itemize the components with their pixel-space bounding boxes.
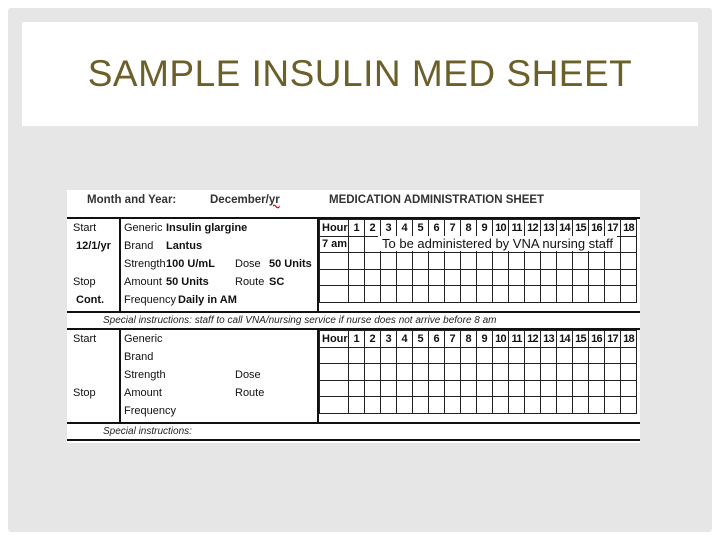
hour-cell: 15 bbox=[573, 331, 589, 348]
month-year-value-prefix: December/ bbox=[210, 194, 269, 206]
hour-cell: 2 bbox=[365, 331, 381, 348]
slide-title: SAMPLE INSULIN MED SHEET bbox=[87, 53, 633, 94]
column-divider bbox=[119, 330, 121, 422]
hour-cell: 9 bbox=[477, 331, 493, 348]
medication-sheet bbox=[67, 190, 640, 443]
medication-entry-2 bbox=[67, 328, 640, 424]
hour-cell: 15 bbox=[573, 220, 589, 237]
hour-cell: 6 bbox=[429, 220, 445, 237]
hour-grid-1 bbox=[319, 219, 637, 303]
hour-cell: 17 bbox=[605, 331, 621, 348]
month-year-label: Month and Year: bbox=[87, 194, 177, 206]
stop-label: Stop bbox=[73, 276, 96, 288]
hour-cell: 10 bbox=[493, 220, 509, 237]
empty-row bbox=[320, 286, 637, 303]
strength-label: Strength bbox=[124, 258, 166, 270]
hour-cell: 16 bbox=[589, 331, 605, 348]
start-label: Start bbox=[73, 222, 97, 234]
strength-label: Strength bbox=[124, 369, 166, 381]
hour-cell: 2 bbox=[365, 220, 381, 237]
hour-cell: 3 bbox=[381, 331, 397, 348]
hour-header-row bbox=[320, 220, 637, 237]
time-label: 7 am bbox=[320, 236, 349, 253]
frequency-label: Frequency bbox=[124, 294, 176, 306]
brand-label: Brand bbox=[124, 240, 154, 252]
hour-cell: 11 bbox=[509, 220, 525, 237]
hour-cell: 3 bbox=[381, 220, 397, 237]
hour-cell: 12 bbox=[525, 220, 541, 237]
hour-cell: 8 bbox=[461, 331, 477, 348]
brand-value: Lantus bbox=[166, 240, 203, 252]
hour-cell: 4 bbox=[397, 220, 413, 237]
stop-value: Cont. bbox=[76, 294, 105, 306]
empty-row bbox=[320, 397, 637, 414]
hour-cell: 13 bbox=[541, 331, 557, 348]
hour-cell: 9 bbox=[477, 220, 493, 237]
hour-cell: 5 bbox=[413, 331, 429, 348]
frequency-label: Frequency bbox=[124, 405, 176, 417]
hour-cell: 12 bbox=[525, 331, 541, 348]
hour-grid-2 bbox=[319, 330, 637, 414]
empty-row bbox=[320, 380, 637, 397]
dose-label: Dose bbox=[235, 258, 261, 270]
start-label: Start bbox=[73, 333, 97, 345]
empty-row bbox=[320, 347, 637, 364]
dose-label: Dose bbox=[235, 369, 261, 381]
month-year-value-suffix: yr bbox=[268, 194, 280, 206]
generic-label: Generic bbox=[124, 333, 163, 345]
hour-cell: 5 bbox=[413, 220, 429, 237]
hour-cell: 1 bbox=[349, 331, 365, 348]
hour-cell: 7 bbox=[445, 220, 461, 237]
administration-note: To be administered by VNA nursing staff bbox=[378, 236, 617, 251]
dose-value: 50 Units bbox=[269, 258, 312, 270]
hour-cell: 11 bbox=[509, 331, 525, 348]
special-instructions-1: Special instructions: staff to call VNA/nursing service if nurse does not arrive before 8 am bbox=[103, 315, 497, 326]
special-instructions-2: Special instructions: bbox=[103, 426, 192, 437]
hour-cell: 14 bbox=[557, 331, 573, 348]
hour-cell: 13 bbox=[541, 220, 557, 237]
hour-cell: 18 bbox=[621, 331, 637, 348]
stop-label: Stop bbox=[73, 387, 96, 399]
month-year-value bbox=[210, 194, 280, 206]
column-divider bbox=[119, 219, 121, 311]
route-label: Route bbox=[235, 276, 265, 288]
hour-cell: 1 bbox=[349, 220, 365, 237]
generic-label: Generic bbox=[124, 222, 163, 234]
brand-label: Brand bbox=[124, 351, 154, 363]
strength-value: 100 U/mL bbox=[166, 258, 215, 270]
hour-cell: 10 bbox=[493, 331, 509, 348]
amount-label: Amount bbox=[124, 276, 162, 288]
hour-cell: 7 bbox=[445, 331, 461, 348]
frequency-value: Daily in AM bbox=[178, 294, 237, 306]
hour-cell: 8 bbox=[461, 220, 477, 237]
medication-entry-1 bbox=[67, 217, 640, 313]
start-value: 12/1/yr bbox=[76, 240, 111, 252]
hour-header-row bbox=[320, 331, 637, 348]
route-label: Route bbox=[235, 387, 265, 399]
amount-label: Amount bbox=[124, 387, 162, 399]
title-box bbox=[22, 22, 698, 126]
amount-value: 50 Units bbox=[166, 276, 209, 288]
hour-cell: 6 bbox=[429, 331, 445, 348]
empty-row bbox=[320, 269, 637, 286]
empty-row bbox=[320, 364, 637, 381]
empty-row bbox=[320, 253, 637, 270]
sheet-header bbox=[67, 190, 640, 216]
generic-value: Insulin glargine bbox=[166, 222, 248, 234]
hour-cell: 14 bbox=[557, 220, 573, 237]
bottom-rule bbox=[67, 439, 640, 441]
hour-cell: 4 bbox=[397, 331, 413, 348]
hour-label: Hour bbox=[320, 331, 349, 348]
hour-cell: 16 bbox=[589, 220, 605, 237]
hour-cell: 18 bbox=[621, 220, 637, 237]
route-value: SC bbox=[269, 276, 285, 288]
sheet-title: MEDICATION ADMINISTRATION SHEET bbox=[329, 194, 545, 206]
hour-cell: 17 bbox=[605, 220, 621, 237]
hour-label: Hour bbox=[320, 220, 349, 237]
